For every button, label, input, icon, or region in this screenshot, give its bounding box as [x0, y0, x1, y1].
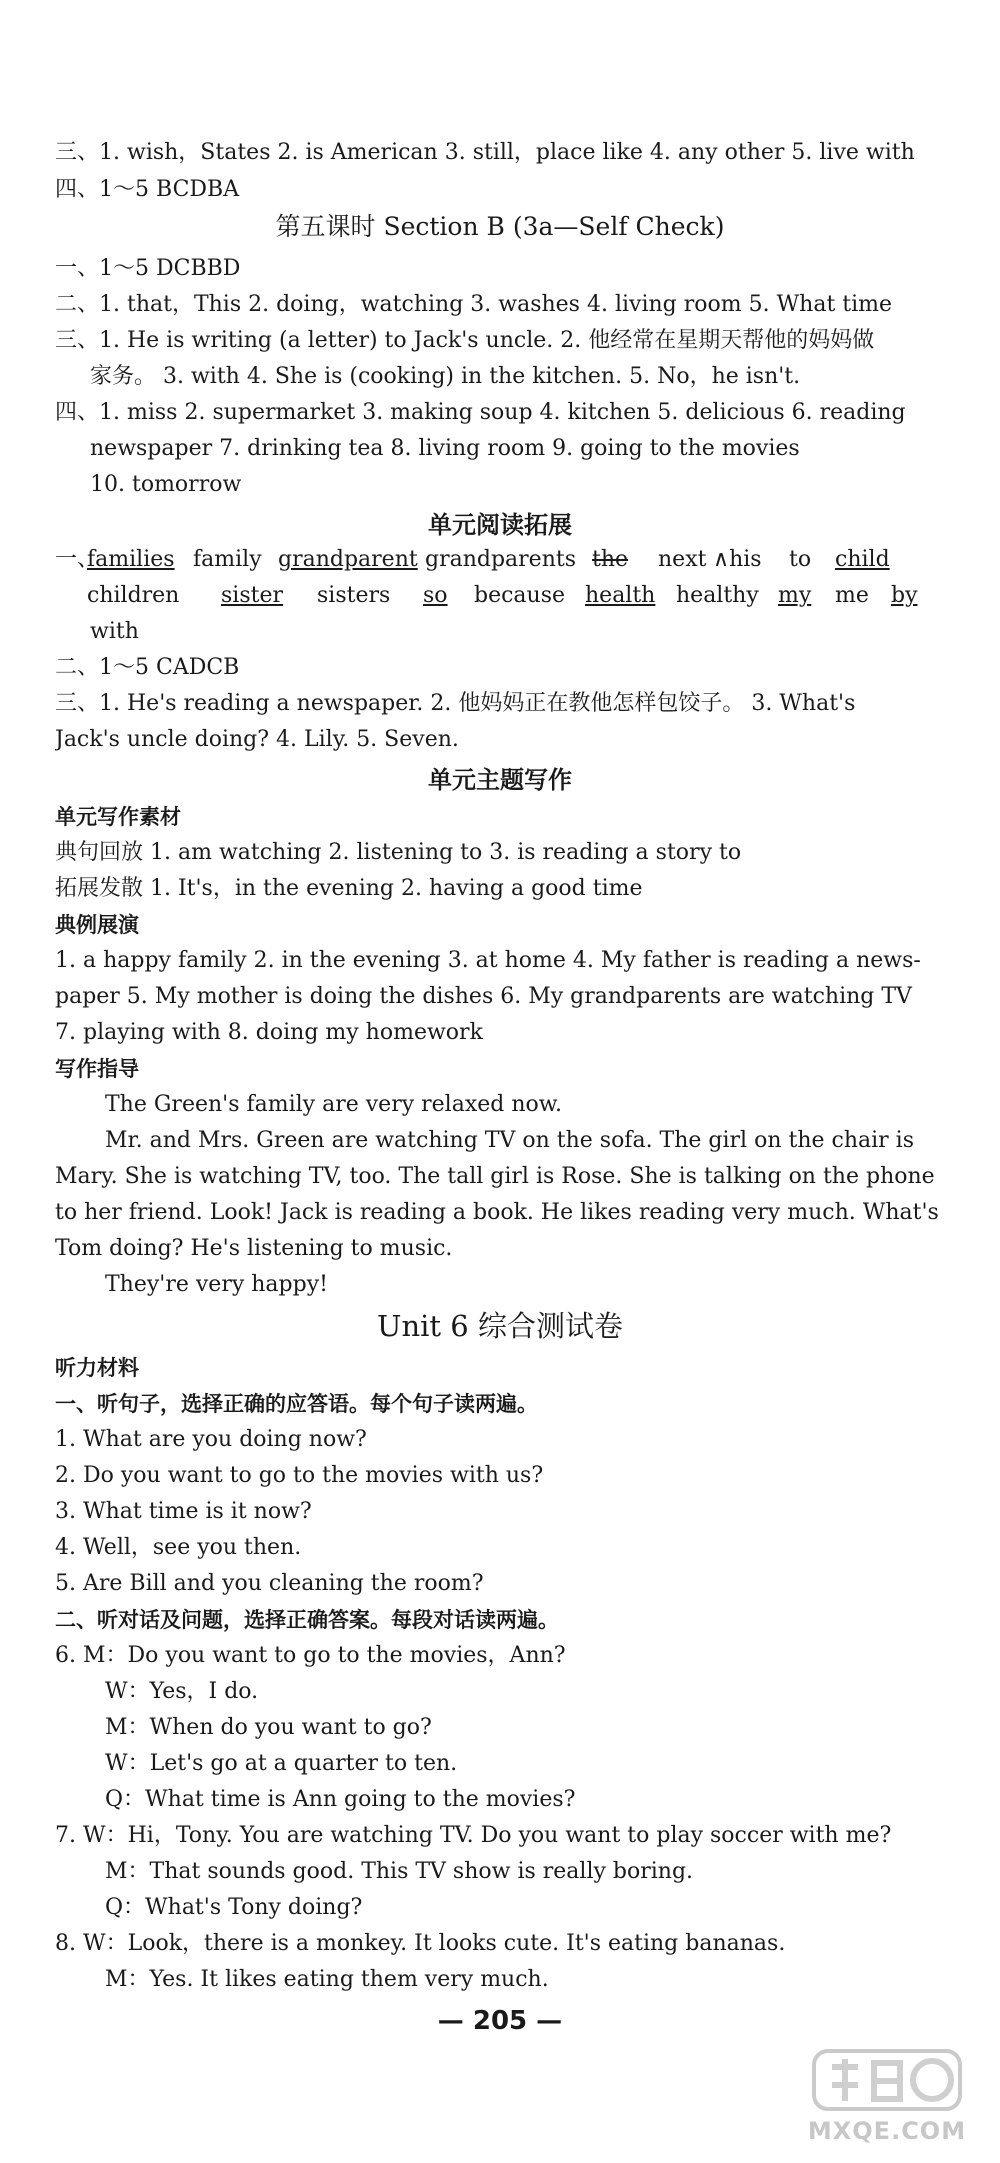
script-line: 5. Are Bill and you cleaning the room?: [55, 1571, 484, 1596]
answer-line: 四、1～5 BCDBA: [55, 177, 240, 202]
subsection-title: 单元写作素材: [55, 805, 181, 829]
error-word: next: [658, 547, 707, 572]
subsection-title: 听力材料: [55, 1356, 139, 1380]
row-prefix: 一、: [55, 547, 100, 572]
correction-row: [55, 578, 960, 614]
answer-line: 一、1～5 DCBBD: [55, 256, 241, 281]
correction-word: family: [193, 547, 262, 572]
script-line: 2. Do you want to go to the movies with us?: [55, 1463, 544, 1488]
essay-line: The Green's family are very relaxed now.: [105, 1092, 562, 1117]
script-line: M：Yes. It likes eating them very much.: [105, 1967, 549, 1992]
insertion-word: ∧his: [713, 547, 762, 572]
unit-heading: Unit 6 综合测试卷: [377, 1309, 623, 1343]
correction-word: me: [835, 583, 869, 608]
answer-line: with: [90, 619, 139, 644]
answer-line: 三、1. He is writing (a letter) to Jack's uncle. 2. 他经常在星期天帮他的妈妈做: [55, 328, 875, 353]
correction-row: [55, 542, 960, 578]
essay-line: Mr. and Mrs. Green are watching TV on the sofa. The girl on the chair is: [105, 1128, 914, 1153]
script-line: 4. Well，see you then.: [55, 1535, 302, 1560]
script-line: Q：What's Tony doing?: [105, 1895, 363, 1920]
watermark-text: MXQE.COM: [807, 2117, 967, 2145]
answer-line: 四、1. miss 2. supermarket 3. making soup 4. kitchen 5. delicious 6. reading: [55, 400, 906, 425]
correction-word: grandparents: [425, 547, 577, 572]
script-line: 7. W：Hi，Tony. You are watching TV. Do you want to play soccer with me?: [55, 1823, 892, 1848]
error-word: sister: [221, 583, 283, 608]
part-title: 一、听句子，选择正确的应答语。每个句子读两遍。: [55, 1392, 538, 1416]
watermark-logo: [792, 2043, 982, 2153]
answer-line: 拓展发散 1. It's，in the evening 2. having a good time: [55, 876, 643, 901]
deleted-word: the: [592, 547, 629, 572]
answer-line: paper 5. My mother is doing the dishes 6. My grandparents are watching TV: [55, 984, 912, 1009]
subsection-title: 写作指导: [55, 1057, 139, 1081]
section-heading: 单元主题写作: [428, 766, 572, 794]
answer-line: Jack's uncle doing? 4. Lily. 5. Seven.: [55, 727, 459, 752]
script-line: Q：What time is Ann going to the movies?: [105, 1787, 576, 1812]
script-line: 6. M：Do you want to go to the movies，Ann?: [55, 1643, 566, 1668]
answer-line: 典句回放 1. am watching 2. listening to 3. is reading a story to: [55, 840, 742, 865]
answer-line: 三、1. wish，States 2. is American 3. still，place like 4. any other 5. live with: [55, 140, 915, 165]
correction-word: healthy: [676, 583, 759, 608]
script-line: 8. W：Look，there is a monkey. It looks cute. It's eating bananas.: [55, 1931, 786, 1956]
correction-word: sisters: [317, 583, 391, 608]
answer-line: 7. playing with 8. doing my homework: [55, 1020, 483, 1045]
essay-line: Tom doing? He's listening to music.: [55, 1236, 453, 1261]
correction-word: to: [789, 547, 812, 572]
script-line: 3. What time is it now?: [55, 1499, 312, 1524]
answer-line: 二、1. that，This 2. doing，watching 3. washes 4. living room 5. What time: [55, 292, 893, 317]
answer-line: newspaper 7. drinking tea 8. living room 9. going to the movies: [90, 436, 800, 461]
section-heading: 单元阅读拓展: [428, 511, 572, 539]
answer-line: 10. tomorrow: [90, 472, 242, 497]
error-word: health: [585, 583, 656, 608]
essay-line: to her friend. Look! Jack is reading a book. He likes reading very much. What's: [55, 1200, 939, 1225]
script-line: 1. What are you doing now?: [55, 1427, 367, 1452]
correction-word: children: [87, 583, 180, 608]
error-word: by: [891, 583, 918, 608]
answer-line: 家务。 3. with 4. She is (cooking) in the kitchen. 5. No，he isn't.: [90, 364, 801, 389]
script-line: W：Let's go at a quarter to ten.: [105, 1751, 458, 1776]
answer-line: 1. a happy family 2. in the evening 3. at home 4. My father is reading a news-: [55, 948, 921, 973]
correction-word: because: [474, 583, 566, 608]
script-line: M：When do you want to go?: [105, 1715, 432, 1740]
error-word: my: [778, 583, 812, 608]
watermark-logo-icon: [792, 2043, 982, 2123]
essay-line: Mary. She is watching TV, too. The tall girl is Rose. She is talking on the phone: [55, 1164, 935, 1189]
error-word: grandparent: [278, 547, 418, 572]
subsection-title: 典例展演: [55, 913, 139, 937]
essay-line: They're very happy!: [105, 1272, 328, 1297]
script-line: M：That sounds good. This TV show is really boring.: [105, 1859, 694, 1884]
part-title: 二、听对话及问题，选择正确答案。每段对话读两遍。: [55, 1608, 559, 1632]
page-number: — 205 —: [437, 2006, 563, 2036]
error-word: families: [87, 547, 175, 572]
error-word: child: [835, 547, 890, 572]
error-word: so: [423, 583, 448, 608]
script-line: W：Yes，I do.: [105, 1679, 259, 1704]
answer-line: 三、1. He's reading a newspaper. 2. 他妈妈正在教他怎样包饺子。 3. What's: [55, 691, 856, 716]
answer-line: 二、1～5 CADCB: [55, 655, 240, 680]
lesson-heading: 第五课时 Section B (3a—Self Check): [275, 212, 725, 241]
